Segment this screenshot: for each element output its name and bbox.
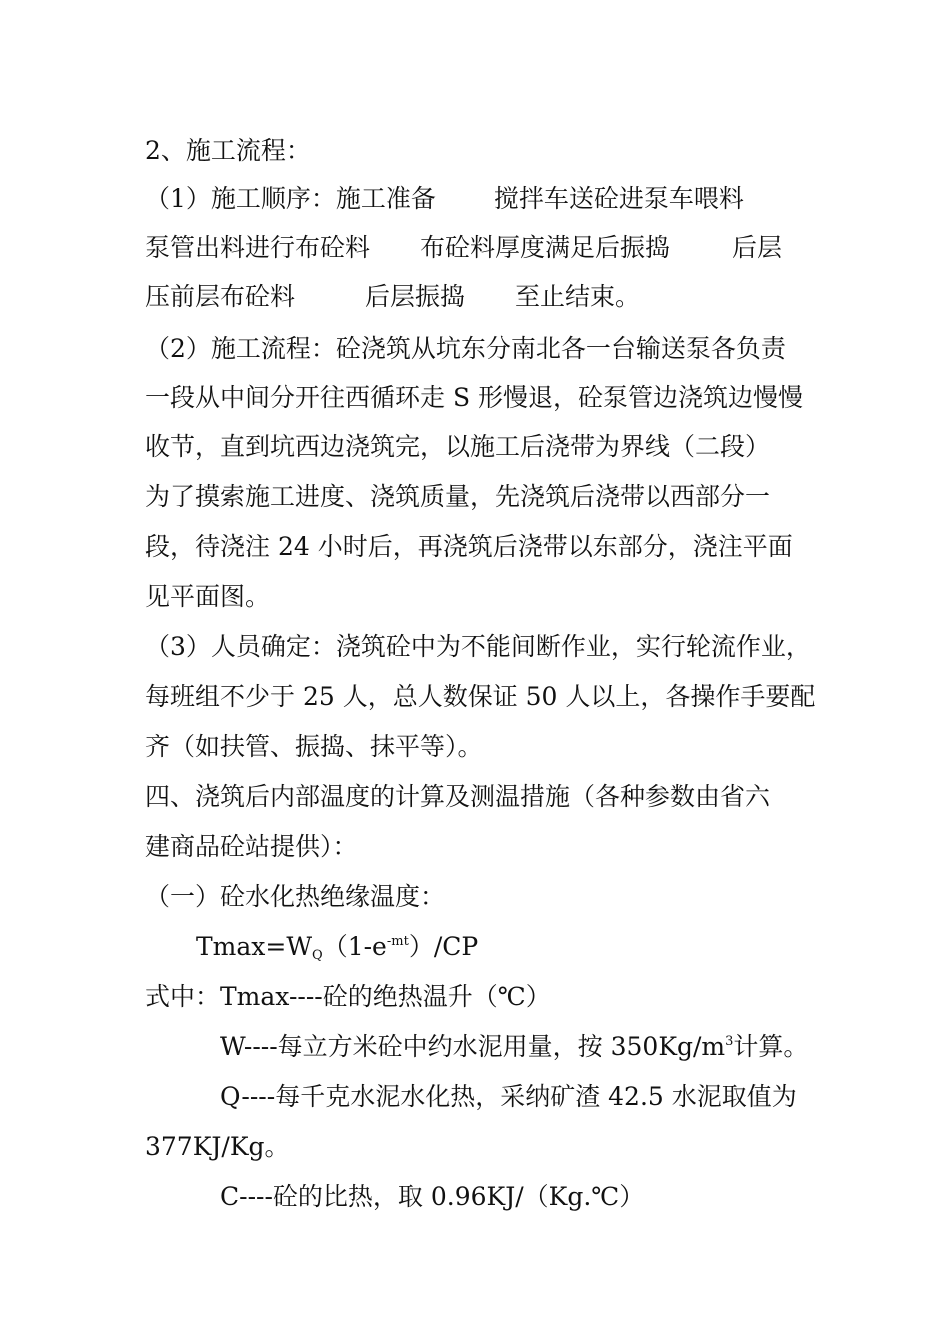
sequence-step-mixer: 搅拌车送砼进泵车喂料	[493, 184, 744, 213]
sequence-step-layer: 后层	[732, 233, 783, 262]
sequence-step-pipe: 泵管出料进行布砼料	[145, 233, 371, 262]
flow-line: 一段从中间分开往西循环走 S 形慢退，砼泵管边浇筑边慢慢	[145, 383, 804, 412]
sequence-step-press: 压前层布砼料	[145, 282, 296, 311]
flow-line: 为了摸索施工进度、浇筑质量，先浇筑后浇带以西部分一	[145, 482, 771, 511]
where-line: 式中：Tmax----砼的绝热温升（℃）	[145, 982, 551, 1011]
formula-subscript: Q	[312, 948, 323, 963]
sequence-step-layer-vibrate: 后层振捣	[365, 282, 466, 311]
sequence-line-2	[145, 233, 825, 263]
sequence-line-1	[145, 184, 825, 214]
c-definition: C----砼的比热，取 0.96KJ/（Kg.℃）	[220, 1182, 645, 1211]
formula-lhs: Tmax=W	[196, 932, 313, 961]
sequence-prefix: （1）施工顺序：施工准备	[145, 184, 436, 213]
flow-line: 收节，直到坑西边浇筑完，以施工后浇带为界线（二段）	[145, 432, 771, 461]
w-definition	[220, 1032, 900, 1062]
section-four-heading: 四、浇筑后内部温度的计算及测温措施（各种参数由省六	[145, 782, 771, 811]
formula-middle: （1-e	[322, 932, 387, 961]
sequence-step-end: 至止结束。	[515, 282, 641, 311]
flow-line: 见平面图。	[145, 582, 271, 611]
staff-line: （3）人员确定：浇筑砼中为不能间断作业，实行轮流作业，	[145, 632, 811, 661]
formula-exponent: -mt	[386, 934, 409, 949]
formula-tmax	[196, 932, 876, 962]
flow-line: 段，待浇注 24 小时后，再浇筑后浇带以东部分，浇注平面	[145, 532, 793, 561]
heading-construction-flow: 2、施工流程：	[145, 136, 311, 165]
flow-line: （2）施工流程：砼浇筑从坑东分南北各一台输送泵各负责	[145, 334, 786, 363]
sequence-line-3	[145, 282, 825, 312]
cubic-superscript: 3	[725, 1034, 734, 1049]
section-four-heading: 建商品砼站提供）：	[145, 832, 358, 861]
q-definition-cont: 377KJ/Kg。	[145, 1132, 290, 1161]
staff-line: 齐（如扶管、振捣、抹平等）。	[145, 732, 483, 761]
q-definition: Q----每千克水泥水化热，采纳矿渣 42.5 水泥取值为	[220, 1082, 797, 1111]
formula-end: ）/CP	[408, 932, 479, 961]
staff-line: 每班组不少于 25 人，总人数保证 50 人以上，各操作手要配	[145, 682, 816, 711]
w-definition-tail: 计算。	[733, 1032, 809, 1061]
subsection-heading: （一）砼水化热绝缘温度：	[145, 882, 446, 911]
w-definition-text: W----每立方米砼中约水泥用量，按 350Kg/m	[220, 1032, 726, 1061]
sequence-step-vibrate: 布砼料厚度满足后振捣	[420, 233, 671, 262]
